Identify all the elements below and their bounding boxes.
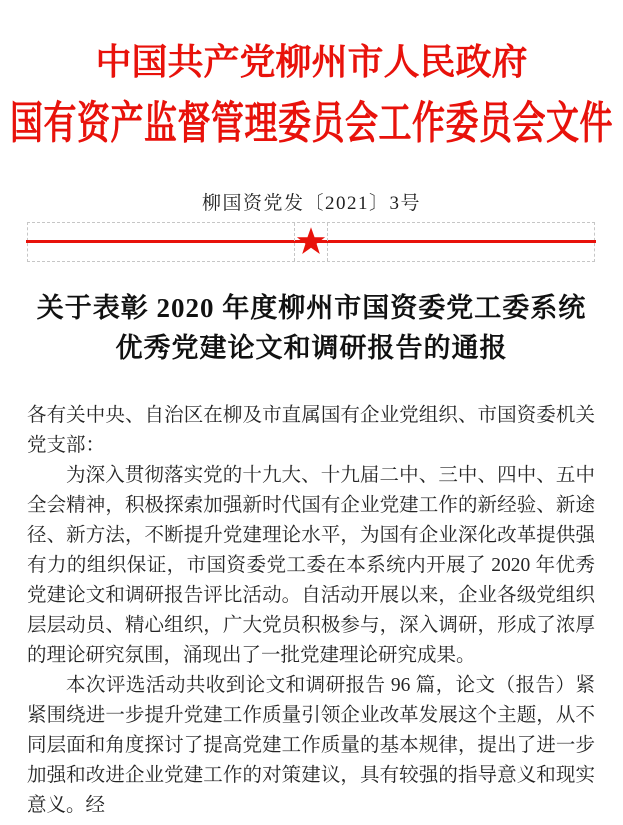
star-cell xyxy=(294,223,328,261)
document-title xyxy=(20,288,603,368)
document-body xyxy=(27,401,595,821)
divider-table xyxy=(27,222,595,262)
header-org-name-line2: 国有资产监督管理委员会工作委员会文件 xyxy=(10,100,613,149)
body-paragraph-2: 本次评选活动共收到论文和调研报告 96 篇，论文（报告）紧紧围绕进一步提升党建工作质量引领企业改革发展这个主题，从不同层面和角度探讨了提高党建工作质量的基本规律，提出了进一步加强和改进企业党建工作的对策建议，具有较强的指导意义和现实意义。经 xyxy=(27,675,595,816)
body-paragraph-1: 为深入贯彻落实党的十九大、十九届二中、三中、四中、五中全会精神，积极探索加强新时代国有企业党建工作的新经验、新途径、新方法，不断提升党建理论水平，为国有企业深化改革提供强有力的组织保证，市国资委党工委在本系统内开展了 2020 年优秀党建论文和调研报告评比活动。自活动开展以来，企业各级党组织层层动员、精心组织，广大党员积极参与，深入调研，形成了浓厚的理论研究氛围，涌现出了一批党建理论研究成果。 xyxy=(27,465,595,666)
salutation: 各有关中央、自治区在柳及市直属国有企业党组织、市国资委机关党支部： xyxy=(27,405,595,456)
document-title-line1: 关于表彰 2020 年度柳州市国资委党工委系统 xyxy=(36,293,587,323)
document-number: 柳国资党发〔2021〕3号 xyxy=(201,193,421,214)
red-star-icon xyxy=(296,226,326,256)
document-title-line2: 优秀党建论文和调研报告的通报 xyxy=(115,333,508,363)
header-org-name-line1: 中国共产党柳州市人民政府 xyxy=(95,42,528,82)
